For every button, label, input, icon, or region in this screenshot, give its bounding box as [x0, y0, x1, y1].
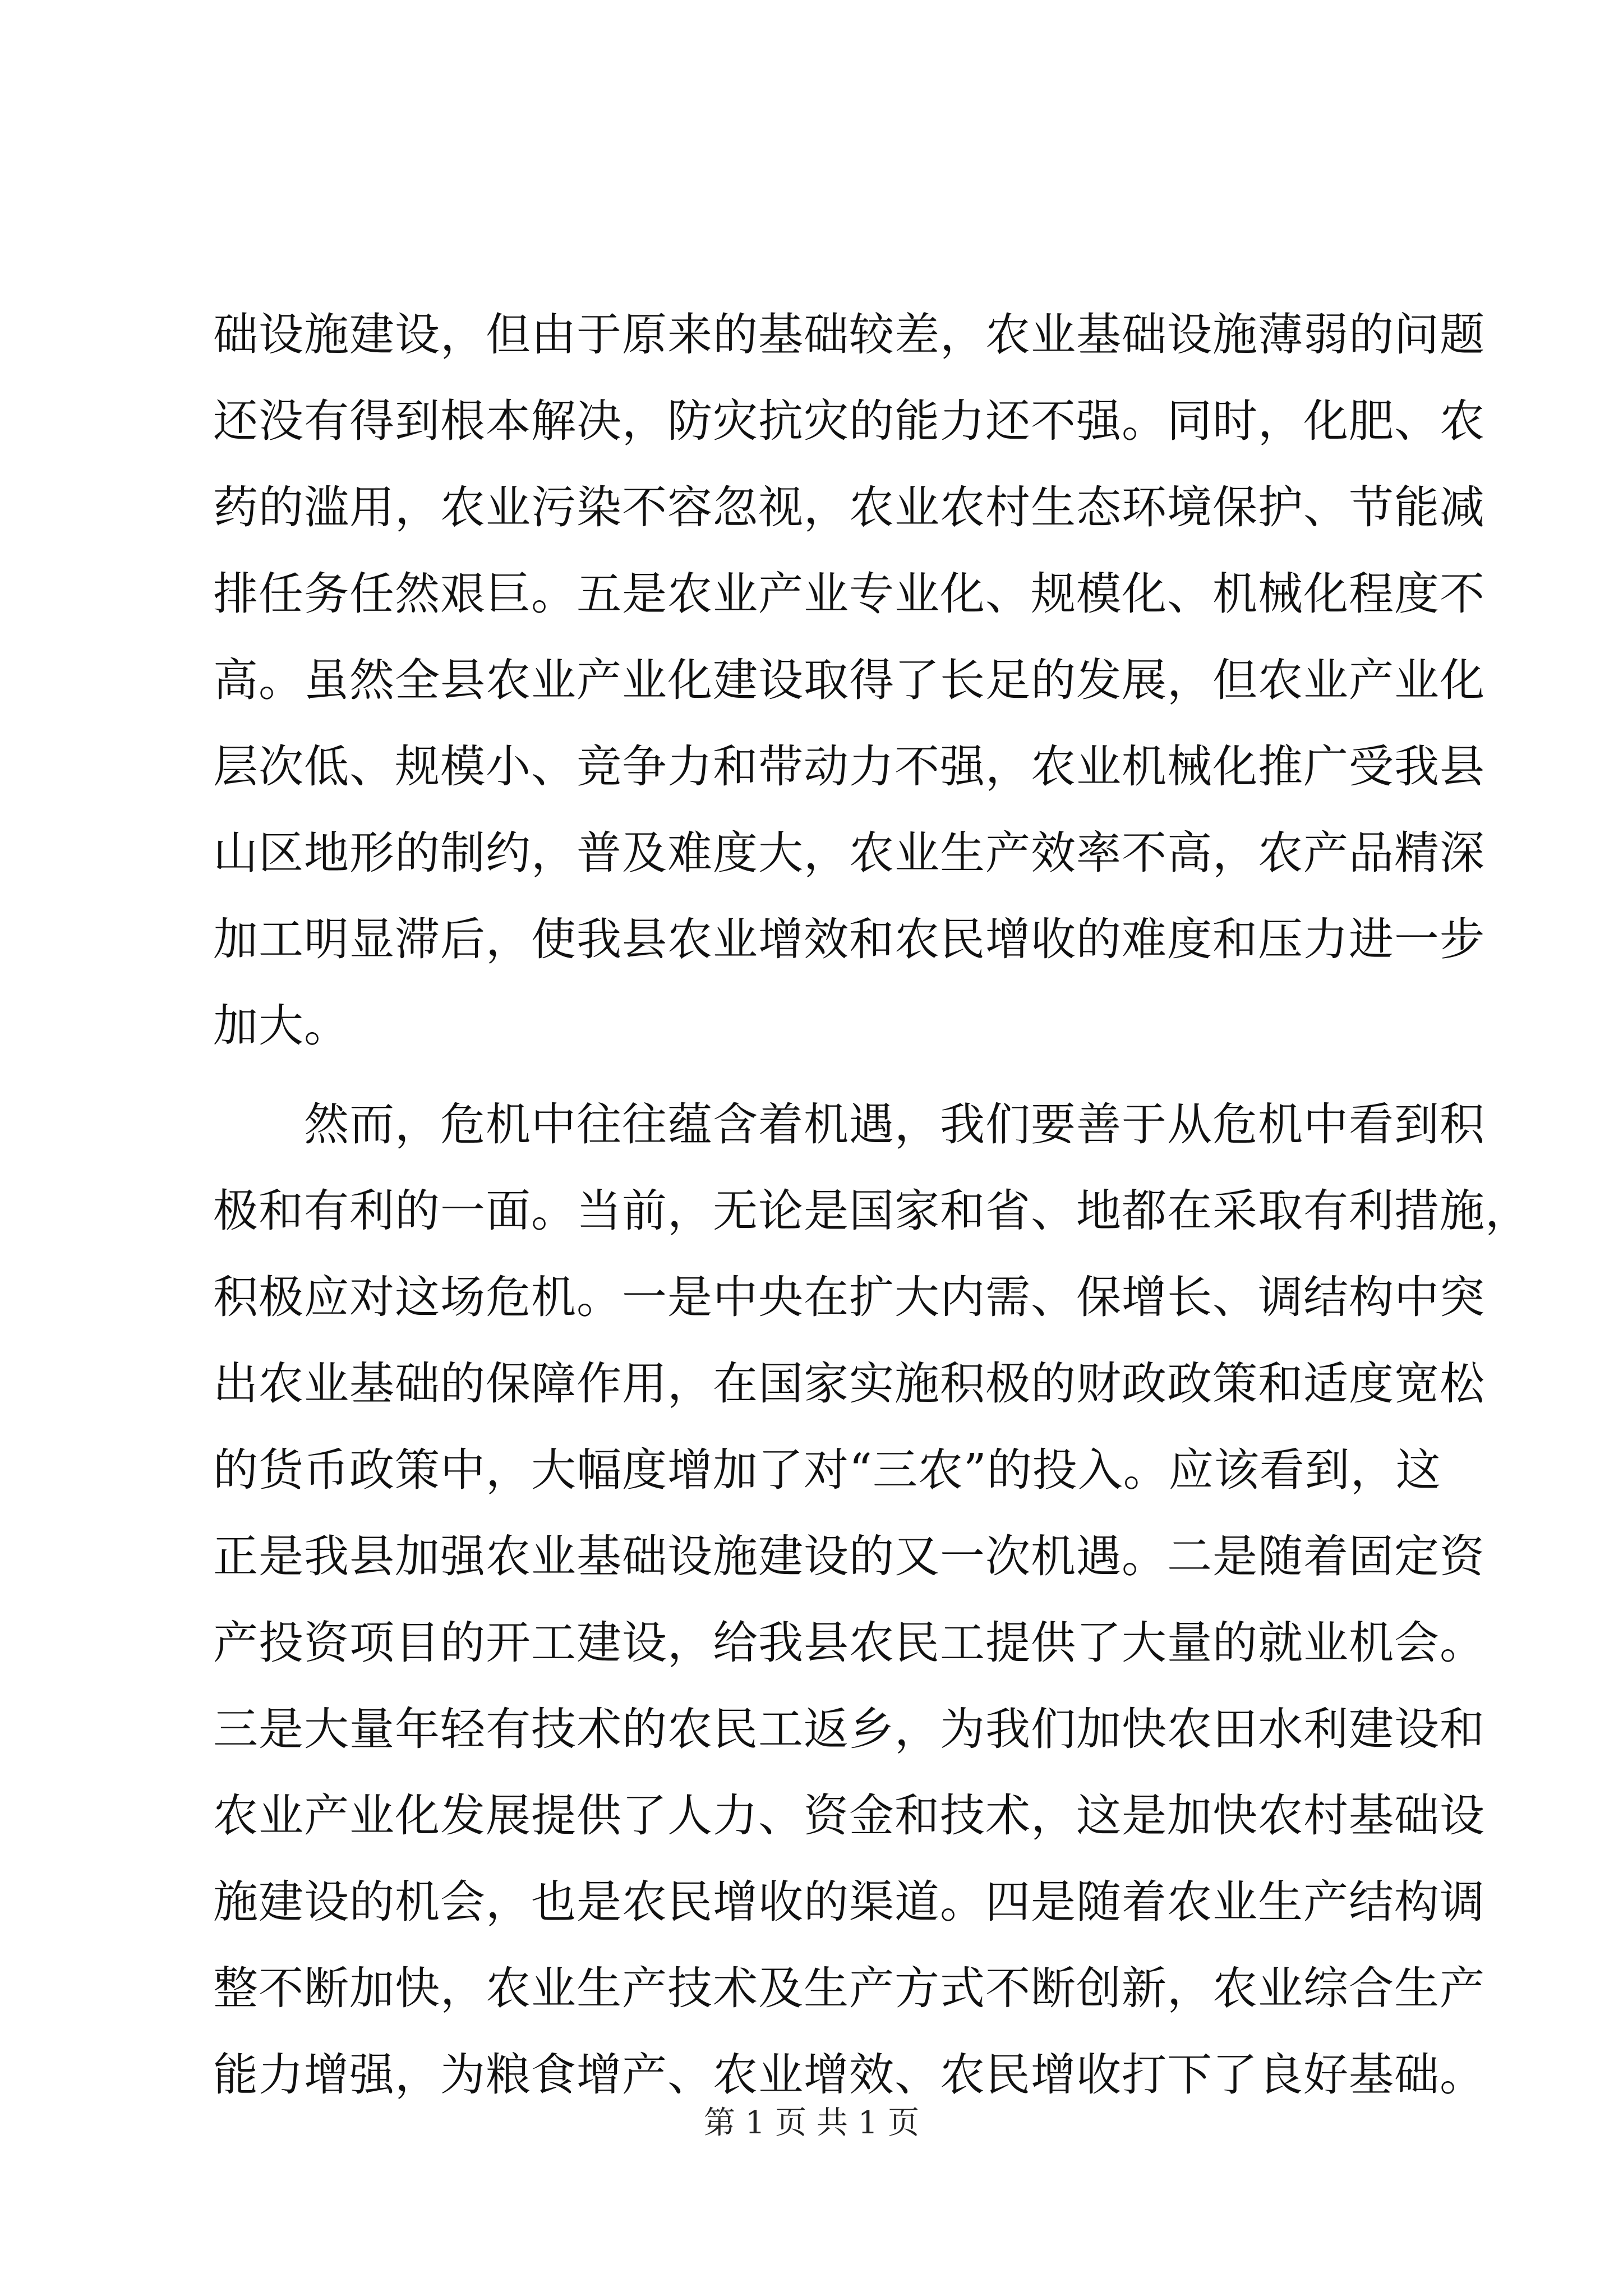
text-line: 施建设的机会，也是农民增收的渠道。四是随着农业生产结构调 — [213, 1876, 1485, 1928]
text-line: 正是我县加强农业基础设施建设的又一次机遇。二是随着固定资 — [213, 1530, 1485, 1582]
text-line: 三是大量年轻有技术的农民工返乡，为我们加快农田水利建设和 — [213, 1703, 1485, 1755]
text-line: 药的滥用，农业污染不容忽视，农业农村生态环境保护、节能减 — [213, 481, 1485, 533]
page-number-label: 第 1 页 共 1 页 — [703, 2105, 920, 2141]
text-line: 础设施建设，但由于原来的基础较差，农业基础设施薄弱的问题 — [213, 309, 1485, 361]
text-line: 产投资项目的开工建设，给我县农民工提供了大量的就业机会。 — [213, 1617, 1485, 1669]
paragraph-first-line: 然而，危机中往往蕴含着机遇，我们要善于从危机中看到积 — [304, 1098, 1485, 1151]
text-line: 整不断加快，农业生产技术及生产方式不断创新，农业综合生产 — [213, 1962, 1485, 2014]
text-line: 高。虽然全县农业产业化建设取得了长足的发展，但农业产业化 — [213, 654, 1485, 706]
text-line: 还没有得到根本解决，防灾抗灾的能力还不强。同时，化肥、农 — [213, 395, 1485, 447]
text-line: 加大。 — [213, 1000, 349, 1052]
text-line: 出农业基础的保障作用，在国家实施积极的财政政策和适度宽松 — [213, 1358, 1485, 1410]
document-body — [213, 292, 1530, 2118]
text-line: 极和有利的一面。当前，无论是国家和省、地都在采取有利措施， — [213, 1185, 1530, 1237]
page-footer — [0, 2104, 1623, 2143]
text-line: 农业产业化发展提供了人力、资金和技术，这是加快农村基础设 — [213, 1789, 1485, 1842]
text-line: 能力增强，为粮食增产、农业增效、农民增收打下了良好基础。 — [213, 2049, 1485, 2101]
text-line: 的货币政策中，大幅度增加了对“三农”的投入。应该看到，这 — [213, 1444, 1441, 1496]
text-line: 层次低、规模小、竞争力和带动力不强，农业机械化推广受我县 — [213, 740, 1485, 793]
text-line: 山区地形的制约，普及难度大，农业生产效率不高，农产品精深 — [213, 827, 1485, 879]
text-line: 加工明显滞后，使我县农业增效和农民增收的难度和压力进一步 — [213, 913, 1485, 965]
text-line: 排任务任然艰巨。五是农业产业专业化、规模化、机械化程度不 — [213, 568, 1485, 620]
text-line: 积极应对这场危机。一是中央在扩大内需、保增长、调结构中突 — [213, 1271, 1485, 1323]
